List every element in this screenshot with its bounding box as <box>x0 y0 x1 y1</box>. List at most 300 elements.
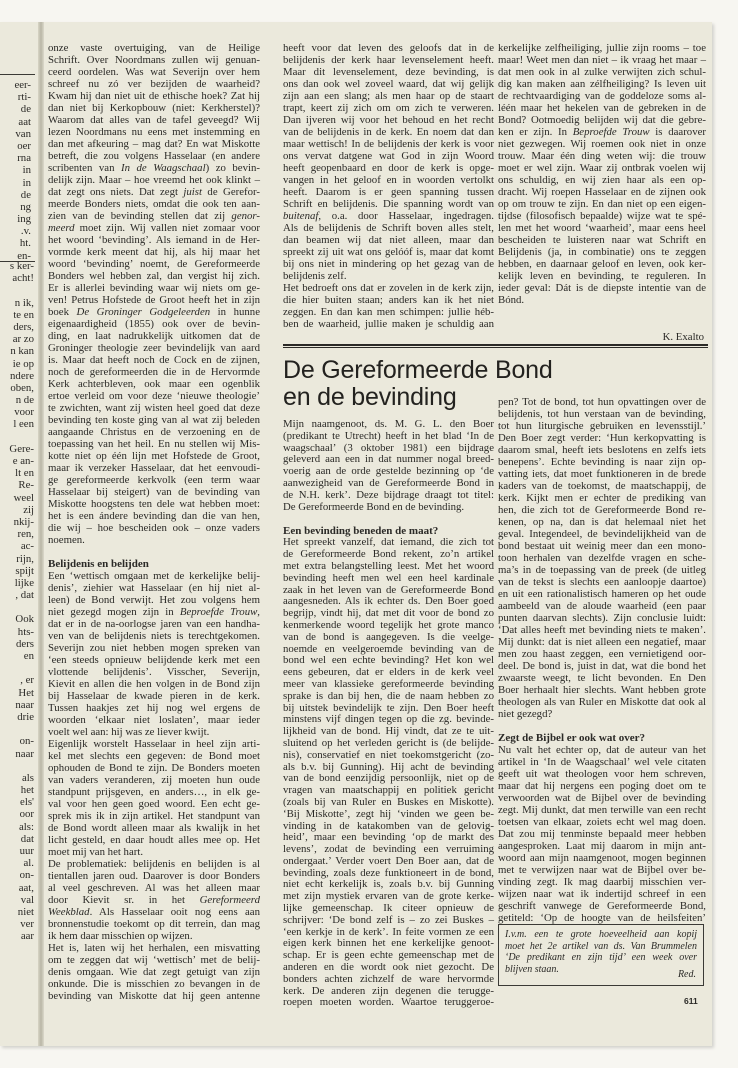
fragment-line: drie <box>17 710 34 723</box>
fragment-line: spijt <box>15 564 34 577</box>
text-line: heid’, maar een bevinding ‘op de markt des <box>283 831 494 844</box>
fragment-line: nkij- <box>13 515 34 528</box>
text-line: niet gezegd? <box>498 708 553 720</box>
text-line: minstens vijf dingen tegen op die zg. bevinde- <box>283 713 494 726</box>
fragment-line: naar <box>15 698 34 711</box>
text-line: hen, die zich tot de Gereformeerde Bond re- <box>498 504 706 516</box>
text-line: sprake is dan bij hen, die de naam hebben zo <box>283 689 494 702</box>
fragment-line: val <box>20 893 34 906</box>
text-line: bevinding, zoals deze funktioneert in de bond, <box>283 866 494 879</box>
text-line: van de belijdenis in de kerk. En noem dat dan <box>283 126 494 138</box>
paragraph <box>48 738 260 858</box>
fragment-line: lt en <box>15 467 34 480</box>
text-line: leen) de Bond verwijt. Het zou volgens hem <box>48 594 260 606</box>
article2-column-2 <box>498 396 706 924</box>
fragment-line <box>0 662 34 674</box>
paragraph <box>48 942 260 1002</box>
text-line: benepens’. Echte bevinding is naar zijn op- <box>498 456 706 468</box>
fragment-line: en- <box>17 249 31 262</box>
text-line: léén maar het hekelen van de gebreken in de <box>498 102 706 114</box>
text-line: Schrift en belijdenis. Die spanning wordt van <box>283 198 494 210</box>
text-line: ons vervat datgene wat God in zijn Woord <box>283 150 494 162</box>
text-line: hebben, en daarnaar geloof en leven, ook ker- <box>498 258 706 270</box>
fragment-line: ac- <box>20 540 34 553</box>
text-line: toon herhalen van dezelfde vragen en sche- <box>498 552 706 564</box>
text-line: is. Maar dat heeft noch de Cock en de zijnen, <box>48 354 260 366</box>
text-line: met zijn mystiek ervaren van de grote kerke- <box>283 890 494 903</box>
text-line: maar ik verzeker Hasselaar, dat het eenvoudi- <box>48 462 260 474</box>
text-line: zaak in het leven van de Gereformeerde Bond <box>283 583 494 596</box>
text-line: spreekt zij uit wat ons gelóóf is, maar dat komt <box>283 246 494 258</box>
text-line: bond bestaat uit weinig meer dan een mono- <box>498 540 706 552</box>
text-line: roepen moeten worden. Waartoe teruggeroe- <box>283 996 494 1009</box>
text-line: Boer herhaalt hier slechts. Want hebben grote <box>498 684 706 696</box>
article1-column-3 <box>498 42 706 306</box>
text-line: aangesproken. Laat mij daarom in mijn ant- <box>498 840 706 852</box>
italic-text: buitenaf <box>283 210 319 222</box>
text-line: ven! Petrus Hofstede de Groot heeft het in zijn <box>48 294 260 306</box>
text-line: ‘een kerkje in de kerk’. In feite vormen ze een <box>283 925 494 938</box>
text-line: ons schuldig, en wij zien haar als een op- <box>498 174 706 186</box>
text-line: kotte niet op één lijn met Hofstede de Groot, <box>48 450 260 462</box>
section-heading: Een bevinding beneden de maat? <box>283 525 439 538</box>
notice-signoff: Red. <box>677 969 696 980</box>
text-line: eigenaardigheid (1855) ook over de bevin- <box>48 318 260 330</box>
text-line: pen? Tot de bond, tot hun opvattingen over de <box>498 396 706 408</box>
text-line: kerk. De anderen zijn degenen die terugge- <box>283 984 494 997</box>
text-line: kenmerkende woord tegelijk het grote manco <box>283 618 494 631</box>
text-line: van de bond is aangegeven. Is die veelge- <box>283 630 494 643</box>
italic-text: Beproefde Trouw <box>572 126 650 138</box>
text-line: bevinding van Miskotte dat hij geen antenne <box>48 990 260 1002</box>
text-line: wijzen naar wat ik indertijd schreef in een <box>498 888 706 900</box>
paragraph <box>498 744 706 924</box>
text-line: ding, en laat nadrukkelijk uitkomen dat de <box>48 330 260 342</box>
fragment-line: ren, <box>17 528 34 541</box>
text-line: dig kan maken aan zélfheiliging? Is leven uit <box>498 78 706 90</box>
text-line: boek De Groninger Godgeleerden in hunne <box>48 306 260 318</box>
fragment-line: dat <box>20 832 34 845</box>
fragment-line: , er <box>20 674 34 687</box>
text-line: De Gereformeerde Bond en de bevinding. <box>283 500 465 513</box>
text-line: meerde Bonders niets, omdat die ook ten aan- <box>48 198 260 210</box>
text-line: theologen als van Ruler en Miskotte dat ook al <box>498 696 706 708</box>
text-line: die wij – hoe bescheiden ook – onze vaders <box>48 522 260 534</box>
text-line: vinding zegt. Ik mag daarbij misschien ver- <box>498 876 706 888</box>
text-line: Kwam hij dan niet uit de ethische hoek? Zat hij <box>48 90 260 102</box>
paragraph <box>498 42 706 306</box>
fragment-line: ng <box>20 200 31 213</box>
text-line: betreft, die zou volgens Hasselaar (en andere <box>48 150 260 162</box>
fragment-line: rijn, <box>16 552 34 565</box>
text-line: scribenten van In de Waagschaal) zo bevin- <box>48 162 260 174</box>
text-line: bij ons niet in mindering op het gezag van de <box>283 258 494 270</box>
text-line: kel met slechts een gegeven: de Bond moet <box>48 750 260 762</box>
text-line: kerk. Kijkt men er echter de prediking van <box>498 492 706 504</box>
notice-line: I.v.m. een te grote hoeveelheid aan kopij <box>505 929 697 940</box>
article2-column-1 <box>283 419 494 1009</box>
text-line: geeft uit wat theologen voor hem schreven, <box>498 768 706 780</box>
text-line: ken er zijn. In Beproefde Trouw is daarover <box>498 126 706 138</box>
text-line: belijdenis zelf. <box>283 270 347 282</box>
text-line: toetsen van elkaar, zoiets echt wel mag doen. <box>498 816 706 828</box>
text-line: ik hem daar misschien op wijzen. <box>48 930 193 942</box>
fragment-line: eer- <box>14 79 31 91</box>
text-line: Het spreekt vanzelf, dat iemand, die zich tot <box>283 536 494 549</box>
text-line: vragen van maatschappij en politiek gericht <box>283 784 494 797</box>
fragment-line: els' <box>20 796 34 809</box>
text-line: die hier buiten staan; anders kan ik het niet <box>283 294 494 306</box>
text-line: geleverd aan een in dat nummer nogal breed- <box>283 453 494 466</box>
text-line: heeft voor dat leven des geloofs dat in de <box>283 42 494 54</box>
fragment-line: ar zo <box>12 333 34 346</box>
text-line: Bond? Ootmoedig belijden wij dat die gebre- <box>498 114 706 126</box>
text-line: het woord ‘bevinding’. Als iemand in de Her- <box>48 234 260 246</box>
fragment-line: Het <box>18 686 34 699</box>
fragment-line: de <box>20 103 31 116</box>
text-line: om te zeggen dat wij ‘wettisch’ met de belij- <box>48 954 260 966</box>
paragraph <box>48 858 260 942</box>
text-line: getiteld: ‘Op de hoogte van de heilsfeiten’ <box>498 912 706 924</box>
text-line: anderen en die wordt ook niet gezocht. De <box>283 961 494 974</box>
fragment-line: aar <box>20 930 34 942</box>
text-line: aanwezigheid van de Gereformeerde Bond in <box>283 476 494 489</box>
fragment-line: rna <box>17 152 31 165</box>
text-line: denis’, ziehier wat Hasselaar (en hij niet al- <box>48 582 260 594</box>
italic-text: meerd <box>48 222 75 234</box>
text-line: dracht. Wij roepen Hasselaar en de zijnen ook <box>498 186 706 198</box>
text-line: meer van klassieke gereformeerde bevinding <box>283 677 494 690</box>
text-line: vlottende belijdenis’. Visscher, Severijn, <box>48 666 260 678</box>
text-line: dat er in de na-oorlogse jaren van een handha- <box>48 618 260 630</box>
text-line: al veel geschreven. Al was het alleen maar <box>48 882 260 894</box>
fragment-line: .v. <box>20 225 31 238</box>
text-line: dat men ook in al zulke verwijten zich schul- <box>498 66 706 78</box>
text-line: aangesneden. Als ik echter ds. Den Boer goed <box>283 595 494 608</box>
text-line: als b.v. bij Gunning). Hij acht de bevinding <box>283 760 494 773</box>
text-line: moet mij van het hart. <box>48 846 144 858</box>
blank-line <box>48 546 260 558</box>
fragment-line: Gere- <box>9 442 34 455</box>
text-line: len met het woord ‘waarheid’, maar eens heel <box>498 222 706 234</box>
text-line: van de bond eenzijdig persoonlijk, niet op de <box>283 772 494 785</box>
text-line: noemde en veelgeroemde bevinding van de <box>283 642 494 655</box>
text-line: zien van de bevinding stellen dat zij genor- <box>48 210 260 222</box>
text-line: tientallen jaren oud. Daarover is door Bonders <box>48 870 260 882</box>
text-line: sluitend op het verleden gericht is (de belijde- <box>283 736 494 749</box>
text-line: trouw. Maar één ding weten wij: die trouw <box>498 150 706 162</box>
text-line: (zoals bij van Ruler en Buskes en Miskotte). <box>283 795 494 808</box>
fragment-line: in <box>22 164 31 177</box>
text-line: bij uitstek bevindelijk te zijn. Den Boer heeft <box>283 701 494 714</box>
text-line: waagschaal’ (3 oktober 1981) een bijdrage <box>283 441 494 454</box>
text-line: zwaarste weegt, te licht bevonden. En Den <box>498 672 706 684</box>
text-line: onkunde. Die is misschien zo bevangen in de <box>48 978 260 990</box>
text-line: lijke gemeenschap. Ik citeer opnieuw de <box>283 902 494 915</box>
fragment-line: l een <box>13 418 34 431</box>
fragment-line: n kan <box>10 345 34 358</box>
fragment-line: ing <box>17 213 31 226</box>
fragment-line: als: <box>19 820 34 833</box>
text-line: vinding in de katakomben van de gelovig- <box>283 819 494 832</box>
text-line: en uit een rationalistisch hameren op het oude <box>498 588 706 600</box>
text-line: Groninger theologie zeer bevindelijk van aard <box>48 342 260 354</box>
text-line: de rechtvaardiging van de goddeloze soms al- <box>498 90 706 102</box>
text-line: ge gereformeerde kerkvolk (een term waar <box>48 474 260 486</box>
text-line: delijk zijn. Maar – hoe vreemd het ook klinkt – <box>48 174 260 186</box>
fragment-line: uur <box>19 845 34 857</box>
text-line: licht gesteld, en daar houdt alles mee op. Het <box>48 834 260 846</box>
article1-column-2 <box>283 42 494 330</box>
fragment-line: s ker- <box>9 260 34 272</box>
text-line: met te verwijzen naar wat de Bijbel over be- <box>498 864 706 876</box>
text-line: Het is, laten wij het herhalen, een misvatting <box>48 942 260 954</box>
text-line: Mijn naamgenoot, ds. M. G. L. den Boer <box>283 418 494 430</box>
text-line: eens gebeuren, dat er elders in de kerk veel <box>283 666 494 679</box>
fragment-line: in <box>22 176 31 189</box>
text-line: vangen in het geloof en in woorden vertolkt <box>283 174 494 186</box>
text-line: daarom smal, heeft iets beslotens en zelfs iets <box>498 444 706 456</box>
text-line: niet gezegd mogen zijn in Beproefde Trouw, <box>48 606 260 618</box>
text-line: Weekblad. Als Hasselaar ooit nog eens aan <box>48 906 260 918</box>
paragraph <box>283 419 494 513</box>
paragraph <box>283 42 494 282</box>
text-line: belijdenis, tot hun verstaan van de bevinding, <box>498 408 706 420</box>
text-line: bonders achten zichzelf de ware hervormde <box>283 972 494 985</box>
author-signature: K. Exalto <box>662 331 704 343</box>
text-line: van de tekst is slechts een aanloopje daartoe) <box>498 576 706 588</box>
headline-line-1: De Gereformeerde Bond <box>283 356 553 384</box>
paragraph <box>283 537 494 1009</box>
text-line: met extra belangstelling leest. Met het woord <box>283 559 494 572</box>
fragment-line: lijke <box>14 576 34 589</box>
fragment-line: niet <box>17 905 34 918</box>
text-line: bronnenstudie toekomt op dit terrein, dan mag <box>48 918 260 930</box>
text-line: levens’, zodat de bevinding een verruiming <box>283 843 494 856</box>
fragment-line <box>0 760 34 772</box>
fragment-line: oor <box>19 808 34 821</box>
text-line: trapt, keert zij zich om om zich te verweren. <box>283 102 494 114</box>
text-line: het is een ándere bevinding dan die van hen, <box>48 510 260 522</box>
text-line: Bónd. <box>498 294 525 306</box>
fragment-line: acht! <box>12 272 34 285</box>
fragment-line: n de <box>15 394 34 407</box>
text-line: bevinding ten koste ging van al wat zij beleden <box>48 414 260 426</box>
text-line: eigen kerk binnen het ene kerkelijke genoot- <box>283 937 494 950</box>
text-line: voelt wel aan: hij was ze liever kwijt. <box>48 726 210 738</box>
paragraph <box>283 282 494 330</box>
text-line: ons dan ook wel zoveel waard, dat wij gelijk <box>283 78 494 90</box>
text-line: woord ‘bevinding’ noemt, de Gereformeerde <box>48 258 260 270</box>
text-line: ceerd oordelen. Was wat Severijn over hem <box>48 66 260 78</box>
fragment-line: hts- <box>17 625 34 638</box>
fragment-line: Ook <box>15 613 34 626</box>
fragment-line: te en <box>13 308 34 321</box>
text-line: de N.H. kerk’. Deze bijdrage draagt tot titel: <box>283 488 494 501</box>
text-line: bescheiden te luisteren naar wat Schrift en <box>498 234 706 246</box>
text-line: maar wettisch! In de belijdenis der kerk is voor <box>283 138 494 150</box>
fragment-line: al. <box>23 857 34 870</box>
text-line: Hasselaar bij steigert) van de bevinding van <box>48 486 260 498</box>
text-line: schap. Er is geen echte gemeenschap met de <box>283 949 494 962</box>
text-line: Maar dit levenselement, deze bevinding, is <box>283 66 494 78</box>
text-line: meerd moet zijn. Wij vallen niet zomaar voor <box>48 222 260 234</box>
italic-text: Gereformeerd <box>199 894 260 906</box>
fragment-boxed-text <box>0 79 31 262</box>
notice-line: blijven staan. <box>505 963 559 975</box>
text-line: kerkelijke zelfheiliging, jullie zijn rooms – toe <box>498 42 706 54</box>
fragment-line: ie op <box>12 357 34 370</box>
fragment-line: e an- <box>12 455 34 467</box>
blank-line <box>498 720 706 732</box>
text-line: dan niet bij Kerkopbouw (niet: Kerkherstel)? <box>48 102 260 114</box>
page-number: 611 <box>684 996 698 1006</box>
text-line: artikel in ‘In de Waagschaal’ wel vele citaten <box>498 756 706 768</box>
text-line: Tussen haakjes zet hij nog wel ergens de <box>48 702 260 714</box>
fragment-line: ndere <box>10 369 34 382</box>
text-line: Er is allerlei bevinding waar wij niets om ge- <box>48 282 260 294</box>
text-line: geschrift vanwege de Gereformeerde Bond, <box>498 900 706 912</box>
text-line: dan beamen wij dat niet alleen, maar dan <box>283 234 494 246</box>
text-line: belijdenis der kerk haar levenselement heeft. <box>283 54 494 66</box>
text-line: ‘Bij Miskotte’, zegt hij ‘vinden we geen be- <box>283 807 494 820</box>
text-line: deel. De bond is, juist in dat, wat die bond het <box>498 660 706 672</box>
text-line: tot hun liturgische gebruiken en levensstijl.’ <box>498 420 706 432</box>
fragment-line: zij <box>23 503 34 516</box>
text-line: ‘een steeds opnieuw belijdende kerk met een <box>48 654 260 666</box>
text-line: nis), conservatief en niet toekomstgericht (zo- <box>283 748 494 761</box>
fragment-line: als <box>22 771 34 784</box>
text-line: te zwichten, want zij wisten heel goed dat deze <box>48 402 260 414</box>
text-line: Een ‘wettisch omgaan met de kerkelijke belij- <box>48 570 260 582</box>
editorial-notice-box <box>498 924 704 986</box>
text-line: ophouden de Bond te zijn. De Bonders moeten <box>48 762 260 774</box>
fragment-line: ders <box>16 637 34 650</box>
fragment-line: rti- <box>17 91 31 104</box>
text-line: lezen Noordmans nu eens met instemming en <box>48 126 260 138</box>
fragment-line: ders, <box>13 320 34 333</box>
fragment-line: Re- <box>18 479 34 492</box>
text-line: men zou haast zeggen, een vernietigend oor- <box>498 648 706 660</box>
text-line: de Gereformeerde Bond rekent, zo’n artikel <box>283 548 494 561</box>
fragment-line: n ik, <box>14 296 34 309</box>
text-line: maar! Weet men dan niet – ik vraag het maar – <box>498 54 706 66</box>
text-line: aambeeld van de aloude waarheid (een paar <box>498 600 706 612</box>
text-line: De problematiek: belijdenis en belijden is al <box>48 858 260 870</box>
fragment-line <box>0 601 34 613</box>
article1-column-1 <box>48 42 260 1002</box>
text-line: Severijn zou niet hebben mogen spreken van <box>48 642 260 654</box>
italic-text: De Groninger Godgeleerden <box>76 306 211 318</box>
text-line: niet gezwegen. Wij roemen ook niet in onze <box>498 138 706 150</box>
text-line: val voor hen geen goed woord. Een echt ge- <box>48 798 260 810</box>
text-line: heeft. Daarom is er geen spanning tussen <box>283 186 494 198</box>
text-line: ieder geval: Dát is de diepste intentie van de <box>498 282 706 294</box>
text-line: Den Boer zegt verder: ‘Hun kerkopvatting is <box>498 432 706 444</box>
fragment-line <box>0 284 34 296</box>
text-line: Schrift. Over Noordmans zullen wij genuan- <box>48 54 260 66</box>
text-line: Dat zou mij tenminste bepaald meer hebben <box>498 828 706 840</box>
paragraph <box>498 396 706 720</box>
text-line: niet echt kerkelijk is, zoals b.v. bij Gunning <box>283 878 494 891</box>
fragment-line: voor <box>14 406 34 419</box>
text-line: zegt. Mij dunkt, dat men terwille van een recht <box>498 804 706 816</box>
fragment-line: naar <box>15 747 34 760</box>
text-line: verwoorden wat de Bijbel over de bevinding <box>498 792 706 804</box>
text-line: kelijk leven en bevinding, te reguleren. In <box>498 270 706 282</box>
text-line: Nu valt het echter op, dat de auteur van het <box>498 744 706 756</box>
fragment-line: , dat <box>15 589 34 602</box>
text-line: maar dat hij nergens een poging doet om te <box>498 780 706 792</box>
text-line: schrijver: ‘De bond zelf is – zo zei Buskes – <box>283 913 494 926</box>
fragment-line: on- <box>19 735 34 748</box>
text-line: Belijdenis (ja, in combinatie) ons te zeggen <box>498 246 706 258</box>
text-line: de Bond wordt alleen maar als kwalijk in het <box>48 822 260 834</box>
text-line: bevinding heeft men wel een heel kardinale <box>283 571 494 584</box>
text-line: ertoe verleid om voor deze ‘nieuwe theologie’ <box>48 390 260 402</box>
text-line: Kerk achterbleven, ook maar een ogenblik <box>48 378 260 390</box>
text-line: dan met afkeuring – mag dat? En wat Miskotte <box>48 138 260 150</box>
fragment-line <box>0 431 34 443</box>
previous-page-fragment <box>0 22 35 942</box>
notice-line: ‘De predikant en zijn tijd’ een week over <box>505 952 697 963</box>
text-line: kaders van de toekomst, de maatschappij, de <box>498 480 706 492</box>
headline-line-2: en de bevinding <box>283 383 457 411</box>
text-line: kenen, op na, dan is dat helemaal niet het <box>498 516 706 528</box>
text-line: zeggen. En dan kan men schimpen: jullie héb- <box>283 306 494 318</box>
text-line: Eigenlijk worstelt Hasselaar in heel zijn arti- <box>48 738 260 750</box>
text-line: dat zegt ons niets. Dat zegt juist de Gerefor- <box>48 186 260 198</box>
fragment-line: weel <box>13 491 34 504</box>
text-line: vormde kerk meent dat hij, als hij maar het <box>48 246 260 258</box>
text-line: Mij dunkt: dat is niet alleen een negatief, maar <box>498 636 706 648</box>
text-line: buitenaf, o.a. door Hasselaar, ingedragen. <box>283 210 494 222</box>
italic-text: Weekblad <box>48 906 90 918</box>
text-line: schreef nu zó ver bezijden de waarheid? <box>48 78 260 90</box>
blank-line <box>283 513 494 525</box>
italic-text: genor- <box>231 210 260 222</box>
text-line: Kievit en allen die hen volgen in de Bond zijn <box>48 678 260 690</box>
italic-text: juist <box>183 186 202 198</box>
text-line: van vaders veranderen, zij moeten hun oude <box>48 774 260 786</box>
text-line: ben de waarheid, jullie maken je schuldig aan <box>283 318 494 330</box>
text-line: onze vaste overtuiging, van de Heilige <box>48 42 260 54</box>
text-line: voerig aan de orde gestelde bezinning op ‘de <box>283 465 494 478</box>
italic-text: Beproefde Trouw <box>179 606 258 618</box>
fragment-line: oben, <box>10 381 34 394</box>
text-line: denis omgaan. Wie dat zegt getuigt van zijn <box>48 966 260 978</box>
fragment-line: ver <box>20 918 34 931</box>
fragment-line: en <box>23 650 34 662</box>
section-heading: Belijdenis en belijden <box>48 558 149 570</box>
fragment-line: on- <box>19 869 34 882</box>
article-divider <box>283 344 708 348</box>
text-line: noemen. <box>48 534 85 546</box>
notice-line: moet het 2e artikel van ds. Van Brummelen <box>505 940 697 952</box>
text-line: Bonders wel hebben zal, dan vergist hij zich. <box>48 270 260 282</box>
text-line: punten daarvan slechts). Zijn conclusie luidt: <box>498 612 706 624</box>
section-heading: Zegt de Bijbel er ook wat over? <box>498 732 646 744</box>
page-spine <box>38 22 44 1046</box>
text-line: begrijp, vindt hij, dat met dit voor de bond zo <box>283 607 494 620</box>
fragment-line: ht. <box>19 237 31 250</box>
text-line: Waarom dat alles van de tafel geveegd? Wij <box>48 114 260 126</box>
paragraph <box>48 570 260 738</box>
text-line: toepassing van het heil. En nu stellen wij Mis- <box>48 438 260 450</box>
text-line: lijkheid van de bond. Hij vindt, dat ze te uit- <box>283 725 494 738</box>
text-line: door Kievit sr. in het Gereformeerd <box>48 894 260 906</box>
fragment-text <box>0 260 34 942</box>
